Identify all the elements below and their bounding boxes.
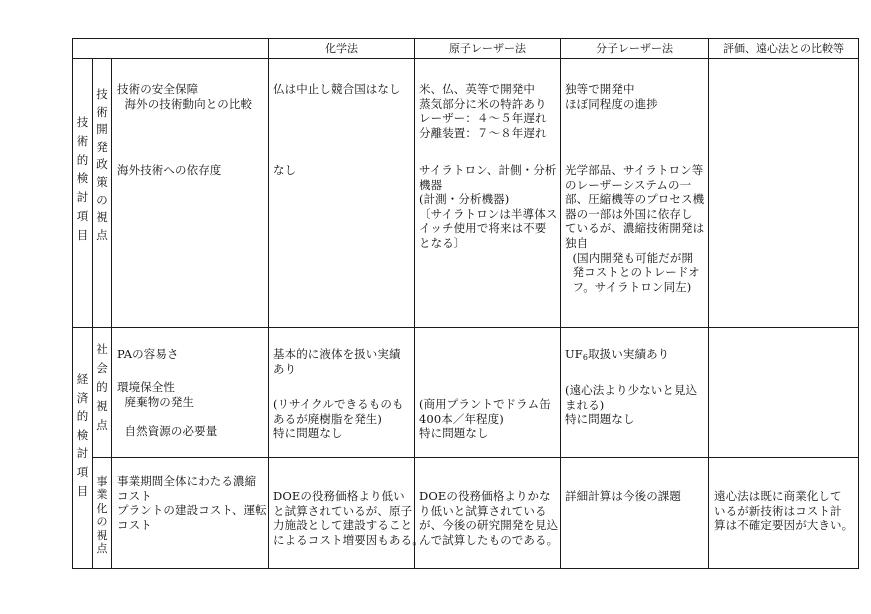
- vertical-label-char: 点: [96, 227, 108, 242]
- header-evaluation: 評価、遠心法との比較等: [723, 42, 844, 55]
- vertical-label-char: 策: [96, 174, 108, 189]
- mlis-cost: 詳細計算は今後の課題: [565, 489, 681, 503]
- vertical-label-char: 検: [76, 427, 89, 442]
- chem-environment: (リサイクルできるものも あるが廃樹脂を発生) 特に問題なし: [273, 397, 404, 441]
- item-pa: PAの容易さ: [117, 347, 179, 361]
- vertical-label-char: 項: [76, 208, 89, 223]
- eval-cost: 遠心法は既に商業化して いるが新技術はコスト計 算は不確定要因が大きい。: [714, 489, 854, 533]
- item-security: 技術の安全保障 海外の技術動向との比較: [117, 82, 253, 111]
- table-border-top: [72, 38, 859, 39]
- avlis-cost: DOEの役務価格よりかな り低いと試算されている が、今後の研究開発を見込 んで試算したものである。: [419, 489, 559, 547]
- vertical-label-char: 事: [96, 475, 108, 488]
- vertical-label-char: 社: [96, 342, 108, 356]
- vertical-label-char: 経: [76, 372, 89, 386]
- header-atomic-laser-method: 原子レーザー法: [449, 42, 526, 55]
- mlis-environment: (遠心法より少ないと見込 まれる) 特に問題なし: [565, 383, 698, 427]
- avlis-environment: (商用プラントでドラム缶 400本／年程度) 特に問題なし: [419, 397, 551, 441]
- vertical-label-char: 術: [96, 104, 108, 119]
- vertical-label-char: 的: [76, 152, 89, 167]
- item-cost: 事業期間全体にわたる濃縮 コスト プラントの建設コスト、運転 コスト: [117, 474, 267, 532]
- divider-avlis-mlis: [560, 38, 561, 569]
- header-bottom-line: [72, 58, 859, 59]
- side-label-technical: [73, 113, 92, 245]
- vertical-label-char: 視: [96, 528, 108, 542]
- divider-items-chem: [268, 38, 269, 569]
- vertical-label-char: 術: [76, 133, 89, 148]
- item-environment: 環境保全性 廃棄物の発生 自然資源の必要量: [117, 380, 218, 438]
- section-divider-social-commercial: [92, 457, 859, 458]
- vertical-label-char: 目: [76, 227, 89, 242]
- vertical-label-char: 会: [96, 361, 108, 375]
- side-label-tech-dev: [93, 86, 111, 244]
- divider-subside-items: [111, 58, 112, 569]
- mlis-security: 独等で開発中 ほぼ同程度の進捗: [565, 82, 658, 111]
- vertical-label-char: 点: [96, 418, 108, 432]
- vertical-label-char: 業: [96, 488, 108, 502]
- item-dependency: 海外技術への依存度: [117, 163, 222, 177]
- mlis-pa-text: 取扱い実績あり: [588, 347, 670, 361]
- vertical-label-char: 視: [96, 399, 108, 413]
- avlis-security: 米、仏、英等で開発中 蒸気部分に米の特許あり レーザー：４～５年遅れ 分離装置：７～８年遅れ: [419, 82, 547, 140]
- vertical-label-char: 開: [96, 122, 108, 137]
- avlis-dependency: サイラトロン、計側・分析 機器 (計測・分析機器) 〔サイラトロンは半導体ス イッチ使用で将来は不要 となる〕: [419, 163, 558, 250]
- mlis-pa-uf: UF: [565, 347, 583, 361]
- chem-cost: DOEの役務価格より低い と試算されているが、原子 力施設として建設すること によるコスト増要因もある。: [273, 489, 424, 547]
- mlis-pa-subscript: 6: [582, 353, 589, 362]
- vertical-label-char: 目: [76, 483, 89, 498]
- side-label-economic: [73, 370, 92, 500]
- vertical-label-char: 済: [76, 390, 89, 405]
- vertical-label-char: の: [96, 192, 108, 207]
- section-divider-technical-economic: [72, 327, 859, 328]
- vertical-label-char: 発: [96, 139, 108, 154]
- vertical-label-char: 技: [76, 115, 89, 129]
- vertical-label-char: 討: [76, 190, 89, 205]
- vertical-label-char: 項: [76, 464, 89, 479]
- header-molecular-laser-method: 分子レーザー法: [596, 42, 673, 55]
- side-label-social: [93, 340, 111, 435]
- vertical-label-char: 的: [76, 409, 89, 424]
- mlis-dependency: 光学部品、サイラトロン等 のレーザーシステムの一 部、圧縮機等のプロセス機 器の一部は外国に依存し ているが、濃縮技術開発は 独自 (国内開発も可能だが開 発コストとのトレードオ フ。サイラトロン同左): [565, 163, 705, 294]
- mlis-pa: [565, 347, 669, 366]
- chem-security: 仏は中止し競合国はなし: [273, 82, 401, 96]
- table-border-right: [858, 38, 859, 569]
- header-chemical-method: 化学法: [325, 42, 358, 55]
- vertical-label-char: 技: [96, 87, 108, 101]
- vertical-label-char: 点: [96, 542, 108, 556]
- divider-mlis-eval: [708, 38, 709, 569]
- side-label-commercial: [93, 475, 111, 555]
- chem-pa: 基本的に液体を扱い実績 あり: [273, 347, 401, 376]
- vertical-label-char: 化: [96, 501, 108, 515]
- vertical-label-char: 検: [76, 171, 89, 186]
- table-border-bottom: [72, 568, 859, 569]
- vertical-label-char: 的: [96, 380, 108, 394]
- vertical-label-char: の: [96, 515, 108, 529]
- vertical-label-char: 討: [76, 446, 89, 461]
- chem-dependency: なし: [273, 163, 297, 177]
- vertical-label-char: 政: [96, 157, 108, 172]
- vertical-label-char: 視: [96, 210, 108, 225]
